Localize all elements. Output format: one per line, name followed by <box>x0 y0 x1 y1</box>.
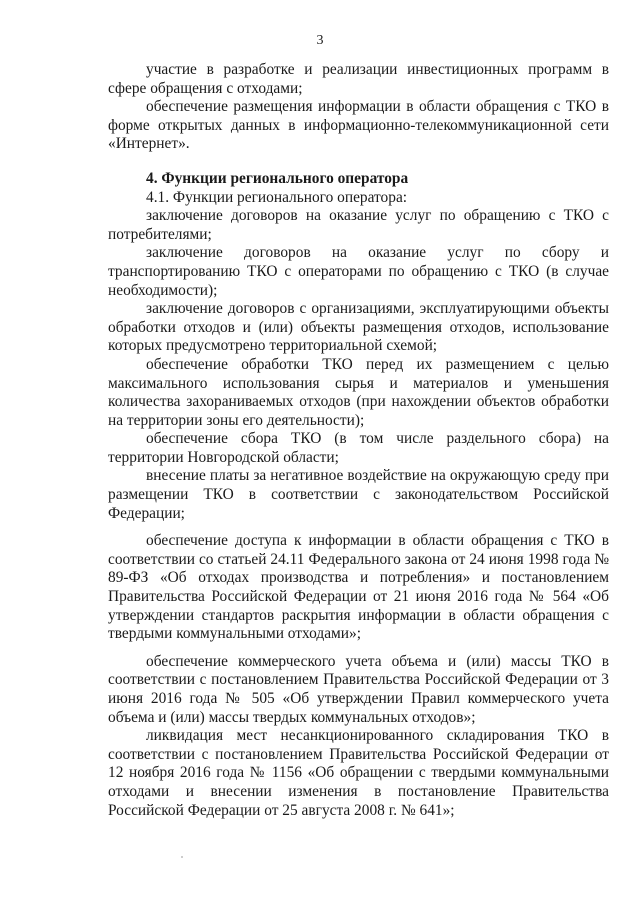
paragraph-open-data: обеспечение размещения информации в области обращения с ТКО в форме открытых данных в информационно-телекоммуникационной сети «Интернет». <box>108 98 609 153</box>
function-item-facility-contracts: заключение договоров с организациями, эксплуатирующими объекты обработки отходов и (или) объекты размещения отходов, использование которых предусмотрено территориальной схемой; <box>108 300 609 355</box>
paragraph-investment-programs: участие в разработке и реализации инвестиционных программ в сфере обращения с отходами; <box>108 61 609 97</box>
section-intro: 4.1. Функции регионального оператора: <box>146 188 408 206</box>
function-item-illegal-dump-liquidation: ликвидация мест несанкционированного складирования ТКО в соответствии с постановлением Правительства Российской Федерации от 12 ноября 2016 года № 1156 «Об обращении с твердыми коммунальными отходами и внесении изменения в постановление Правительства Российской Федерации от 25 августа 2008 г. № 641»; <box>108 727 609 819</box>
function-item-transport-contracts: заключение договоров на оказание услуг по сбору и транспортированию ТКО с операторами по обращению с ТКО (в случае необходимости); <box>108 244 609 299</box>
document-body <box>108 61 609 820</box>
function-item-waste-processing: обеспечение обработки ТКО перед их размещением с целью максимального использования сырья и материалов и уменьшения количества захораниваемых отходов (при нахождении объектов обработки на территории зоны его деятельности); <box>108 355 609 429</box>
function-item-commercial-accounting: обеспечение коммерческого учета объема и (или) массы ТКО в соответствии с постановлением Правительства Российской Федерации от 3 июня 2016 года № 505 «Об утверждении Правил коммерческого учета объема и (или) массы твердых коммунальных отходов»; <box>108 652 609 726</box>
section-heading: 4. Функции регионального оператора <box>146 169 409 187</box>
page-number: 3 <box>316 33 324 48</box>
function-item-waste-collection: обеспечение сбора ТКО (в том числе раздельного сбора) на территории Новгородской области; <box>108 430 609 466</box>
function-item-environmental-fee: внесение платы за негативное воздействие на окружающую среду при размещении ТКО в соответствии с законодательством Российской Федерации; <box>108 467 609 522</box>
function-item-information-access: обеспечение доступа к информации в области обращения с ТКО в соответствии со статьей 24.11 Федерального закона от 24 июня 1998 года № 89-ФЗ «Об отходах производства и потребления» и постановлением Правительства Российской Федерации от 21 июня 2016 года № 564 «Об утверждении стандартов раскрытия информации в области обращения с твердыми коммунальными отходами»; <box>108 532 609 643</box>
scan-artifact <box>181 856 183 858</box>
function-item-consumer-contracts: заключение договоров на оказание услуг по обращению с ТКО с потребителями; <box>108 207 609 243</box>
